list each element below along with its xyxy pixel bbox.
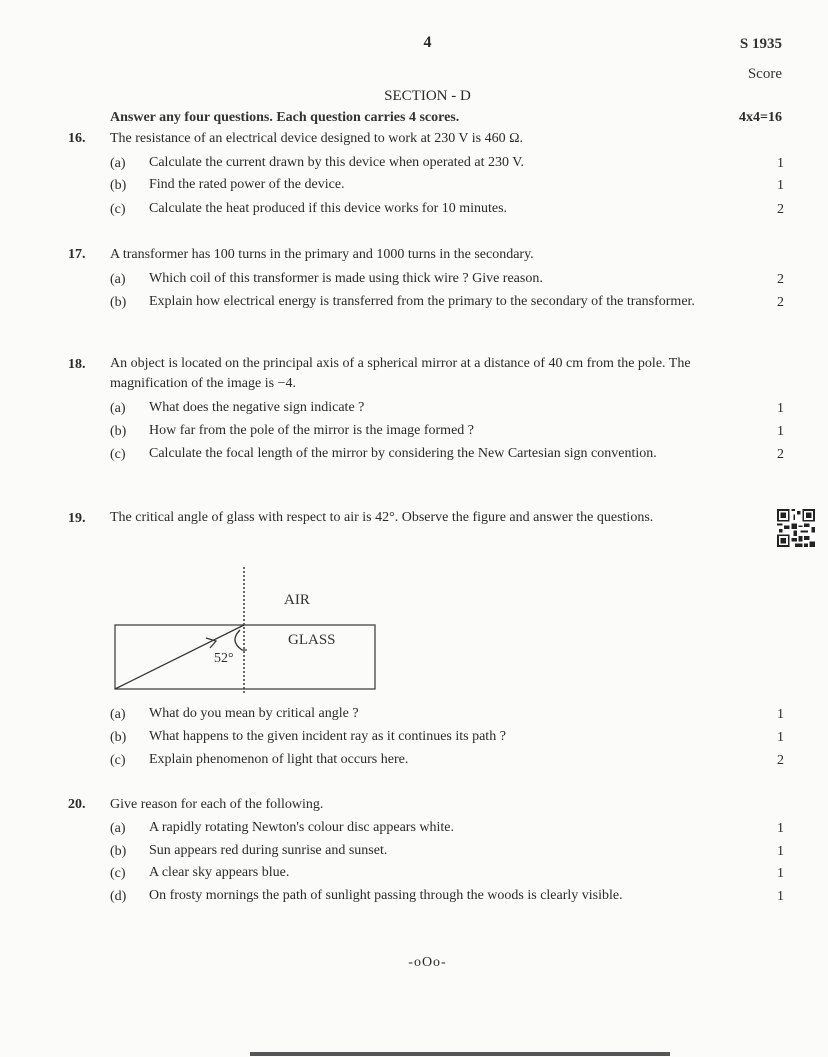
part-text: On frosty mornings the path of sunlight passing through the woods is clearly visible.: [149, 888, 623, 903]
part-marks: 1: [777, 424, 784, 439]
section-title: SECTION - D: [384, 88, 471, 104]
part-label: (b): [110, 730, 127, 745]
page-number: 4: [423, 34, 432, 51]
part-marks: 1: [777, 156, 784, 171]
part-marks: 2: [777, 295, 784, 310]
part-label: (d): [110, 889, 127, 904]
part-marks: 1: [777, 844, 784, 859]
score-column-label: Score: [747, 66, 782, 82]
part-label: (c): [110, 753, 126, 768]
section-total-marks: 4x4=16: [739, 110, 782, 125]
part-label: (b): [110, 424, 127, 439]
part-label: (a): [110, 707, 126, 722]
question-number: 18.: [68, 357, 86, 372]
part-text: What happens to the given incident ray as it continues its path ?: [149, 729, 506, 744]
part-marks: 1: [777, 821, 784, 836]
part-marks: 1: [777, 401, 784, 416]
part-label: (c): [110, 202, 126, 217]
part-label: (b): [110, 178, 127, 193]
part-text: What do you mean by critical angle ?: [149, 706, 359, 721]
part-label: (a): [110, 821, 126, 836]
part-label: (a): [110, 272, 126, 287]
part-label: (a): [110, 156, 126, 171]
part-marks: 2: [777, 753, 784, 768]
question-number: 20.: [68, 797, 86, 812]
part-text: Calculate the focal length of the mirror by considering the New Cartesian sign convention.: [149, 446, 657, 461]
question-number: 17.: [68, 247, 86, 262]
angle-label: 52°: [214, 651, 234, 666]
end-of-paper-mark: -oOo-: [408, 955, 447, 970]
part-marks: 2: [777, 202, 784, 217]
part-text: How far from the pole of the mirror is the image formed ?: [149, 423, 475, 438]
angle-arc: [235, 630, 247, 650]
part-marks: 1: [777, 889, 784, 904]
question-number: 16.: [68, 131, 86, 146]
part-text: Calculate the heat produced if this device works for 10 minutes.: [149, 201, 508, 216]
part-label: (c): [110, 866, 126, 881]
part-text: Calculate the current drawn by this device when operated at 230 V.: [149, 155, 525, 170]
part-marks: 2: [777, 447, 784, 462]
paper-code: S 1935: [739, 36, 782, 52]
question-stem: A transformer has 100 turns in the primary and 1000 turns in the secondary.: [110, 247, 534, 262]
qr-code-icon: [777, 509, 815, 547]
part-text: Explain how electrical energy is transferred from the primary to the secondary of the transformer.: [149, 294, 695, 309]
part-marks: 1: [777, 730, 784, 745]
question-stem: The resistance of an electrical device designed to work at 230 V is 460 Ω.: [110, 131, 524, 146]
question-number: 19.: [68, 511, 86, 526]
part-label: (b): [110, 844, 127, 859]
part-text: Which coil of this transformer is made using thick wire ? Give reason.: [149, 271, 543, 286]
part-text: Sun appears red during sunrise and sunset.: [149, 843, 388, 858]
refraction-diagram: [110, 565, 390, 695]
part-marks: 1: [777, 866, 784, 881]
glass-slab: [115, 625, 375, 689]
part-label: (b): [110, 295, 127, 310]
part-marks: 1: [777, 707, 784, 722]
part-marks: 2: [777, 272, 784, 287]
part-text: A rapidly rotating Newton's colour disc appears white.: [149, 820, 455, 835]
part-label: (c): [110, 447, 126, 462]
section-instruction: Answer any four questions. Each question carries 4 scores.: [110, 110, 460, 125]
part-label: (a): [110, 401, 126, 416]
part-text: A clear sky appears blue.: [149, 865, 290, 880]
air-label: AIR: [284, 592, 310, 608]
part-text: What does the negative sign indicate ?: [149, 400, 365, 415]
part-marks: 1: [777, 178, 784, 193]
glass-label: GLASS: [288, 632, 336, 648]
part-text: Find the rated power of the device.: [149, 177, 345, 192]
page-bottom-edge: [250, 1052, 670, 1056]
question-stem: An object is located on the principal axis of a spherical mirror at a distance of 40 cm from the pole. The magnification of the image is −4.: [110, 356, 691, 391]
part-text: Explain phenomenon of light that occurs here.: [149, 752, 409, 767]
question-stem: Give reason for each of the following.: [110, 797, 324, 812]
question-stem: The critical angle of glass with respect to air is 42°. Observe the figure and answer the questions.: [110, 510, 654, 525]
